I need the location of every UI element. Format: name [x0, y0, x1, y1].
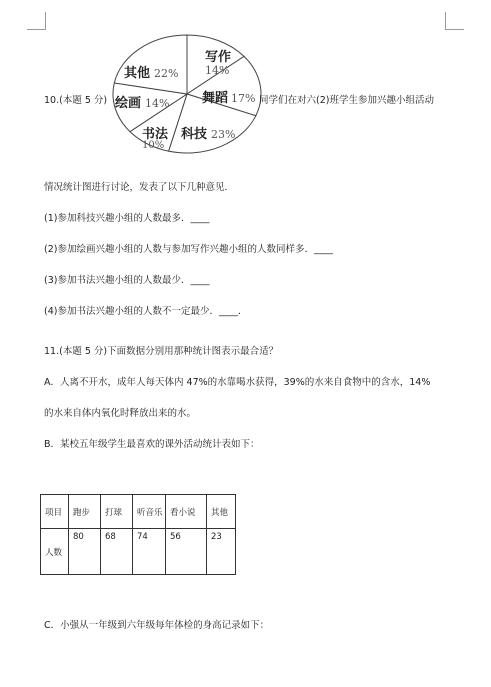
- q10-item-3: (3)参加书法兴趣小组的人数最少．____: [44, 275, 210, 286]
- q11-b-line: B．某校五年级学生最喜欢的课外活动统计表如下：: [44, 439, 260, 450]
- table-header-cell: 听音乐: [133, 495, 166, 529]
- q11-c-line: C．小强从一年级到六年级每年体检的身高记录如下：: [44, 620, 270, 631]
- table-header-cell: 跑步: [69, 495, 101, 529]
- pie-slice-name: 书法: [142, 127, 169, 142]
- table-cell: 80: [69, 529, 101, 575]
- pie-slice-percent: 14%: [205, 64, 230, 77]
- pie-slice-name: 写作: [205, 50, 232, 65]
- q11-a-line1: A．人离不开水，成年人每天体内 47%的水靠喝水获得，39%的水来自食物中的含水，14%: [44, 377, 431, 388]
- pie-slice-name: 科技: [181, 127, 208, 142]
- table-header-cell: 项目: [41, 495, 69, 529]
- table-cell: 74: [133, 529, 166, 575]
- q10-label: 10.(本题 5 分): [44, 95, 108, 106]
- q10-item-4: (4)参加书法兴趣小组的人数不一定最少．____．: [44, 306, 248, 317]
- pie-slice-percent: 14%: [145, 97, 170, 110]
- q11-a-line2: 的水来自体内氧化时释放出来的水。: [44, 408, 197, 419]
- pie-slice-name: 其他: [124, 66, 151, 81]
- table-row: [41, 529, 236, 575]
- activity-table: [40, 494, 236, 575]
- table-header-cell: 看小说: [166, 495, 207, 529]
- table-header-cell: 打球: [101, 495, 133, 529]
- pie-slice-percent: 10%: [142, 140, 165, 151]
- q11-label: 11.(本题 5 分)下面数据分别用那种统计图表示最合适？: [44, 346, 279, 357]
- interest-group-pie-chart: [112, 34, 262, 154]
- table-header-row: [41, 495, 236, 529]
- pie-slice-percent: 22%: [154, 67, 179, 80]
- q10-item-1: (1)参加科技兴趣小组的人数最多．____: [44, 213, 210, 224]
- q10-item-2: (2)参加绘画兴趣小组的人数与参加写作兴趣小组的人数同样多．____: [44, 244, 333, 255]
- table-cell: 68: [101, 529, 133, 575]
- pie-slice-name: 绘画: [115, 96, 142, 111]
- pie-slice-name: 舞蹈: [202, 91, 229, 106]
- table-cell: 23: [207, 529, 236, 575]
- pie-slice-percent: 17%: [231, 92, 256, 105]
- table-header-cell: 其他: [207, 495, 236, 529]
- table-row-label: 人数: [41, 529, 69, 575]
- pie-slice-percent: 23%: [211, 128, 236, 141]
- q10-line2: 情况统计图进行讨论，发表了以下几种意见．: [44, 182, 235, 193]
- q10-line1-end: 同学们在对六(2)班学生参加兴趣小组活动: [259, 95, 434, 106]
- pie-chart-svg: [112, 34, 262, 154]
- table-cell: 56: [166, 529, 207, 575]
